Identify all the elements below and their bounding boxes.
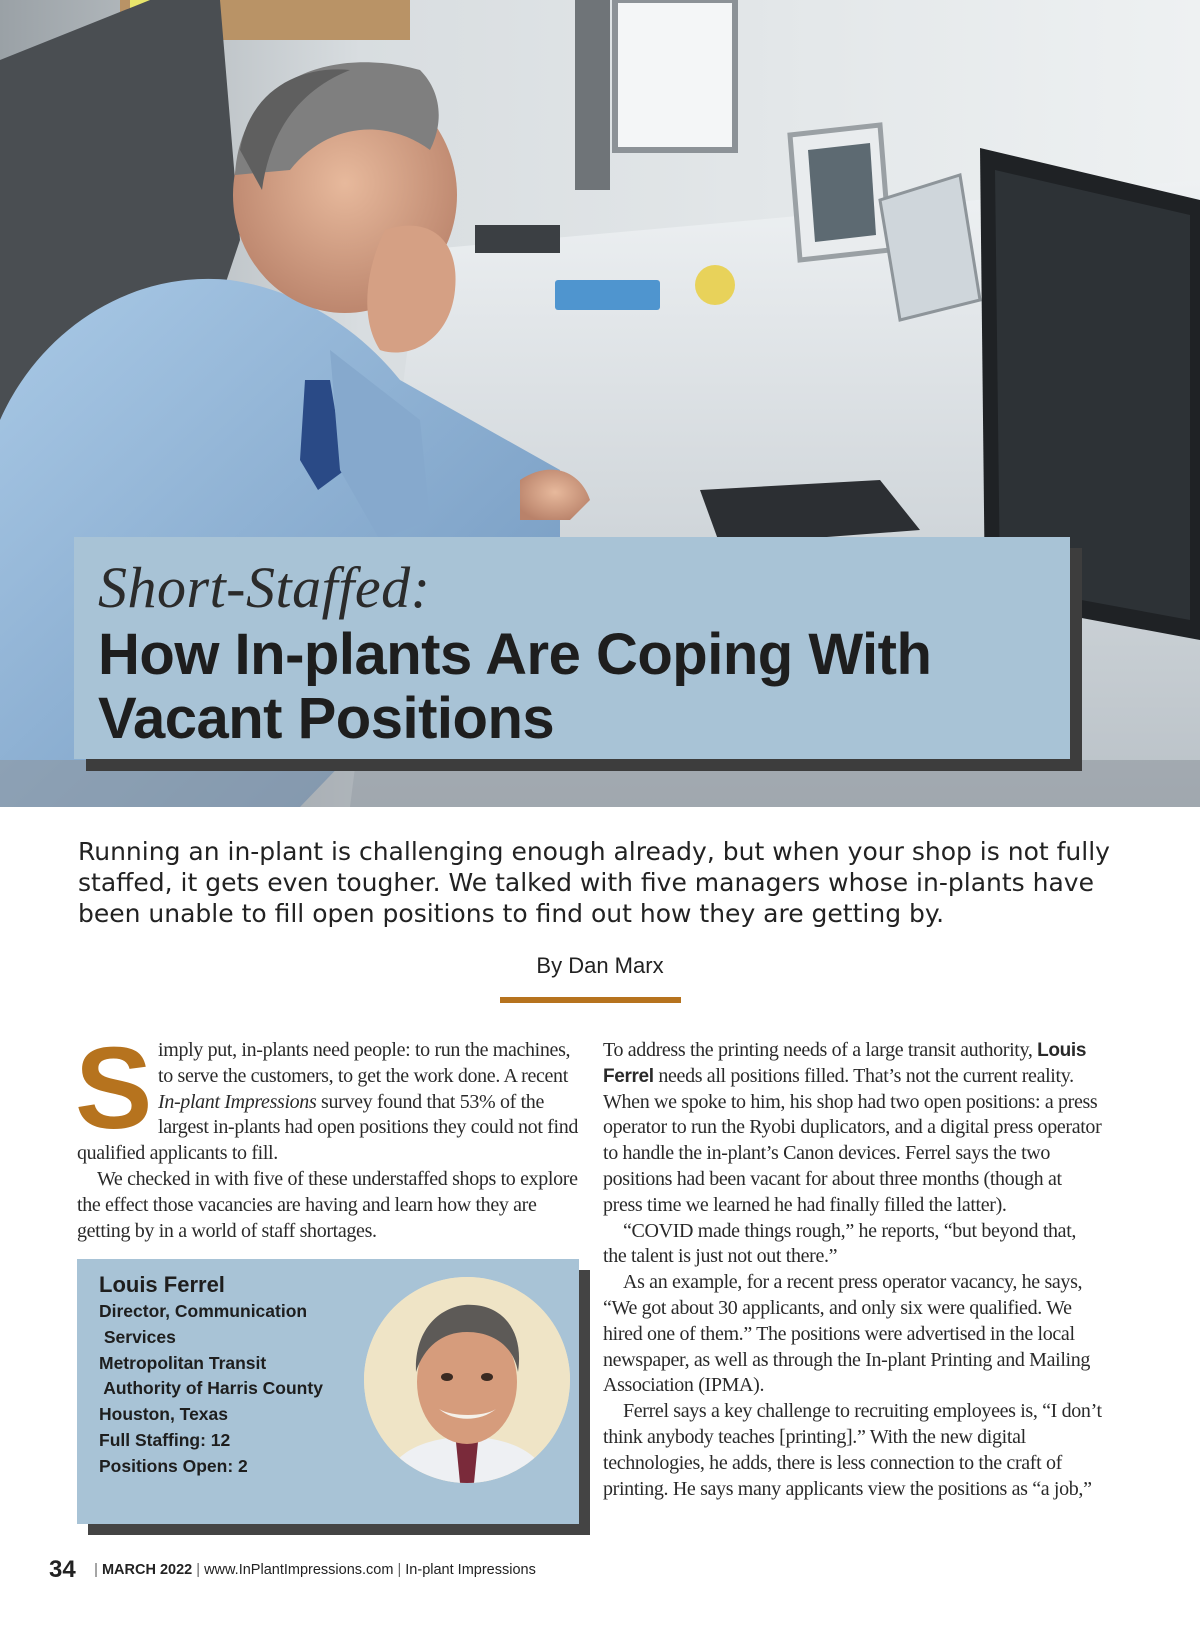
profile-title-line-1: Director, Communication <box>99 1301 308 1321</box>
paragraph-2: We checked in with five of these understaffed shops to explore the effect those vacancies are having and learn how they are getting by in a world of staff shortages. <box>77 1167 578 1242</box>
article-dek: Running an in-plant is challenging enough already, but when your shop is not fully staffed, it gets even tougher. We talked with five managers whose in-plants have been unable to fill open positions to find out how they are getting by. <box>78 837 1110 928</box>
paragraph-1-text-a: imply put, in-plants need people: to run the machines, to serve the customers, to get the work done. A recent <box>158 1039 571 1087</box>
footer-issue: MARCH 2022 <box>101 1562 193 1578</box>
profile-positions-open: Positions Open: 2 <box>99 1455 248 1476</box>
subject-name-bold: Louis Ferrel <box>603 1040 1087 1087</box>
profile-location: Houston, Texas <box>99 1404 229 1425</box>
article-kicker: Short-Staffed: <box>98 555 431 620</box>
profile-title-line-2: Services <box>99 1326 176 1347</box>
byline: By Dan Marx <box>536 953 664 978</box>
right-paragraph-1-text-a: To address the printing needs of a large transit authority, <box>603 1039 1038 1061</box>
footer-text: | MARCH 2022 | www.InPlantImpressions.com | In-plant Impressions <box>94 1562 536 1578</box>
title-box <box>74 537 1070 759</box>
profile-org-line-1: Metropolitan Transit <box>99 1352 267 1373</box>
avatar <box>364 1277 570 1483</box>
drop-cap: S <box>75 1023 153 1153</box>
footer-publication: In-plant Impressions <box>405 1562 536 1578</box>
headline-line-1: How In-plants Are Coping With <box>98 622 932 687</box>
paragraph-1-text-b: survey found that 53% of the largest in-plants had open positions they could not find qualified applicants to fill. <box>77 1090 579 1165</box>
publication-name-italic: In-plant Impressions <box>158 1090 317 1113</box>
right-column <box>603 1038 1103 1502</box>
right-paragraph-4: Ferrel says a key challenge to recruiting employees is, “I don’t think anybody teaches [printing].” With the new digital technologies, he adds, there is less connection to the craft of printing. He says many applicants view the positions as “a job,” <box>603 1400 1102 1500</box>
paragraph-1 <box>75 1023 579 1167</box>
headline-line-2: Vacant Positions <box>98 686 555 751</box>
left-column <box>75 1023 579 1244</box>
byline-rule <box>500 997 681 1003</box>
right-paragraph-3: As an example, for a recent press operator vacancy, he says, “We got about 30 applicants, and only six were qualified. We hired one of them.” The positions were advertised in the local newspaper, as well as through the In-plant Printing and Mailing Association (IPMA). <box>603 1271 1091 1397</box>
right-paragraph-2: “COVID made things rough,” he reports, “but beyond that, the talent is just not out there.” <box>603 1219 1077 1268</box>
page-footer <box>49 1556 536 1584</box>
right-paragraph-1-text-b: needs all positions filled. That’s not the current reality. When we spoke to him, his shop had two open positions: a press operator to run the Ryobi duplicators, and a digital press operator to handle the in-plant’s Canon devices. Ferrel says the two positions had been vacant for about three months (though at press time we learned he had finally filled the latter). <box>603 1064 1102 1216</box>
portrait-photo <box>364 1277 570 1483</box>
profile-full-staffing: Full Staffing: 12 <box>99 1429 231 1450</box>
profile-name: Louis Ferrel <box>99 1272 225 1297</box>
right-paragraph-1 <box>603 1038 1103 1219</box>
article-headline <box>98 623 1070 751</box>
page-number: 34 <box>49 1556 76 1583</box>
profile-org-line-2: Authority of Harris County <box>99 1378 323 1399</box>
footer-website: www.InPlantImpressions.com <box>204 1562 394 1578</box>
